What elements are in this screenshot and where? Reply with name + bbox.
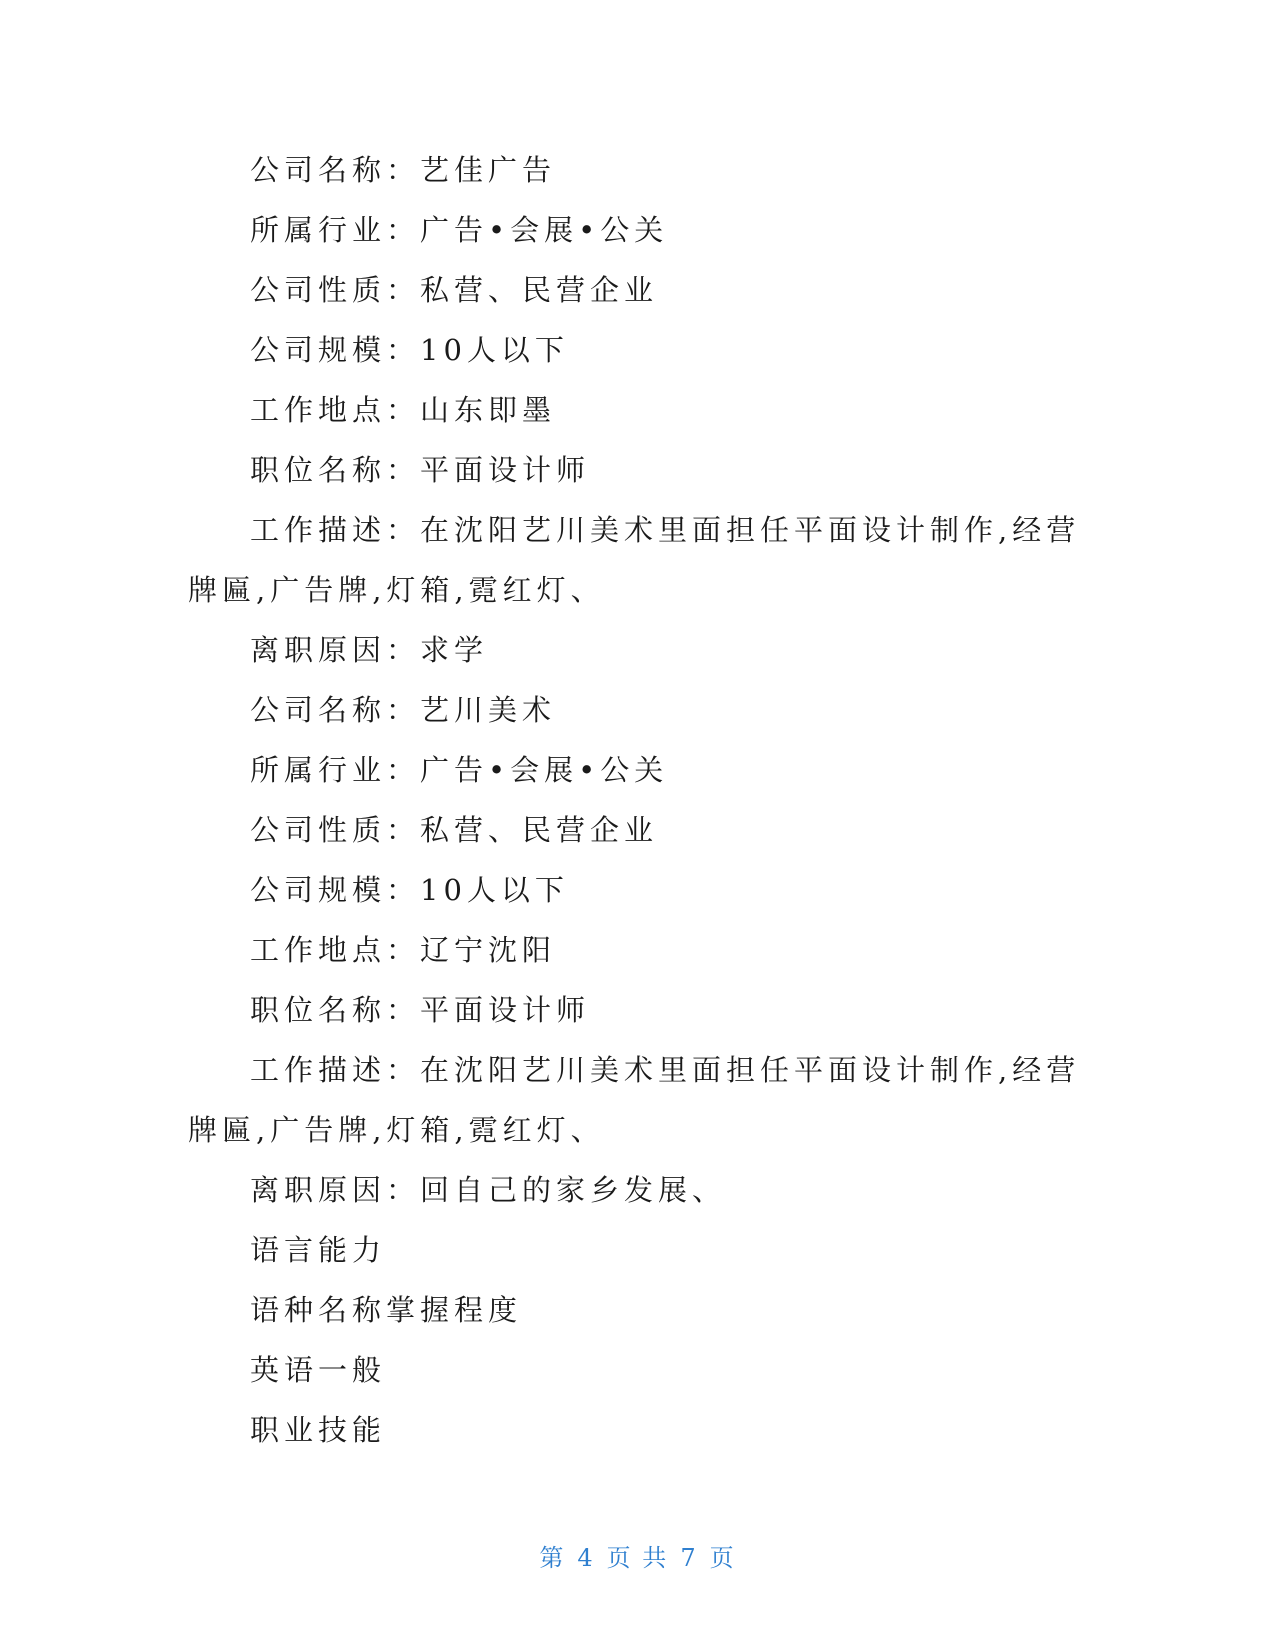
- paragraph-leave-reason-1: 离职原因：求学: [250, 633, 489, 667]
- page-number-footer: [0, 1538, 1275, 1573]
- paragraph-job-description-2: 工作描述：在沈阳艺川美术里面担任平面设计制作,经营牌匾,广告牌,灯箱,霓红灯、: [188, 1053, 1081, 1147]
- paragraph-company-size-1: 公司规模：10人以下: [250, 333, 569, 367]
- paragraph-company-type-2: 公司性质：私营、民营企业: [250, 813, 659, 847]
- paragraph-work-location-2: 工作地点：辽宁沈阳: [250, 933, 557, 967]
- document-body: [188, 140, 1088, 1460]
- paragraph-language-header: 语种名称掌握程度: [250, 1293, 523, 1327]
- paragraph-language-ability: 语言能力: [250, 1233, 387, 1267]
- paragraph-industry-1: 所属行业：广告•会展•公关: [250, 213, 669, 247]
- paragraph-professional-skills: 职业技能: [250, 1413, 387, 1447]
- paragraph-industry-2: 所属行业：广告•会展•公关: [250, 753, 669, 787]
- paragraph-position-2: 职位名称：平面设计师: [250, 993, 591, 1027]
- footer-total-pages: 7: [680, 1544, 698, 1572]
- paragraph-company-size-2: 公司规模：10人以下: [250, 873, 569, 907]
- footer-suffix: 页: [709, 1544, 736, 1572]
- footer-middle: 页 共: [606, 1544, 669, 1572]
- footer-current-page: 4: [577, 1544, 595, 1572]
- paragraph-company-name-2: 公司名称：艺川美术: [250, 693, 557, 727]
- footer-prefix: 第: [539, 1544, 566, 1572]
- paragraph-company-name-1: 公司名称：艺佳广告: [250, 153, 557, 187]
- paragraph-work-location-1: 工作地点：山东即墨: [250, 393, 557, 427]
- paragraph-job-description-1: 工作描述：在沈阳艺川美术里面担任平面设计制作,经营牌匾,广告牌,灯箱,霓红灯、: [188, 513, 1081, 607]
- paragraph-position-1: 职位名称：平面设计师: [250, 453, 591, 487]
- paragraph-language-english: 英语一般: [250, 1353, 387, 1387]
- paragraph-leave-reason-2: 离职原因：回自己的家乡发展、: [250, 1173, 727, 1207]
- paragraph-company-type-1: 公司性质：私营、民营企业: [250, 273, 659, 307]
